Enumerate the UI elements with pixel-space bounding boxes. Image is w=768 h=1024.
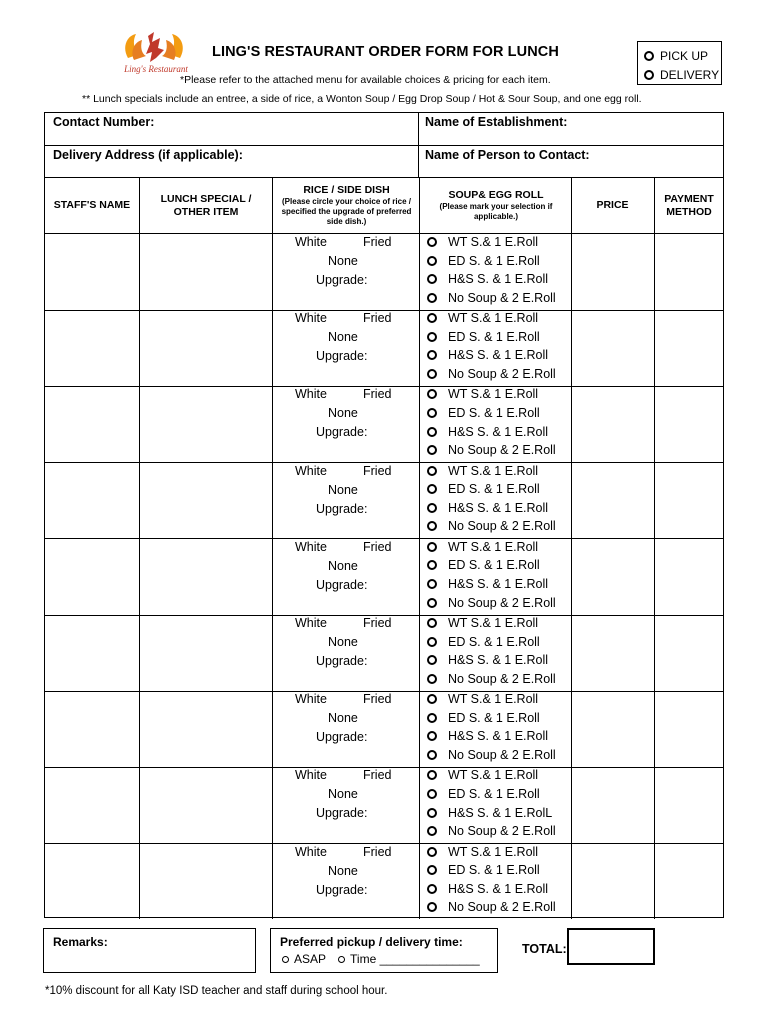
- lunch-item-cell[interactable]: [140, 844, 272, 920]
- soup-option[interactable]: [427, 692, 538, 706]
- contact-number-label: Contact Number:: [53, 115, 155, 129]
- rice-upgrade-label: Upgrade:: [316, 730, 368, 745]
- soup-option[interactable]: [427, 653, 548, 667]
- payment-cell[interactable]: [655, 691, 723, 767]
- soup-option-label: WT S.& 1 E.Roll: [448, 692, 539, 707]
- soup-option[interactable]: [427, 900, 556, 914]
- soup-option-label: WT S.& 1 E.Roll: [448, 539, 539, 554]
- radio-circle-icon[interactable]: [427, 579, 437, 589]
- payment-cell[interactable]: [655, 767, 723, 843]
- soup-option-label: H&S S. & 1 E.RolL: [448, 805, 553, 820]
- soup-option-label: No Soup & 2 E.Roll: [448, 824, 556, 839]
- price-cell[interactable]: [572, 463, 654, 539]
- rice-upgrade-label: Upgrade:: [316, 273, 368, 287]
- soup-option[interactable]: [427, 519, 556, 533]
- rice-fried-option[interactable]: Fried: [363, 844, 392, 859]
- soup-option[interactable]: [427, 235, 538, 249]
- menu-note: *Please refer to the attached menu for available choices & pricing for each item.: [180, 74, 551, 86]
- soup-option-label: ED S. & 1 E.Roll: [448, 558, 540, 573]
- soup-option-label: H&S S. & 1 E.Roll: [448, 729, 549, 744]
- radio-circle-icon[interactable]: [427, 350, 437, 360]
- rice-fried-option[interactable]: Fried: [363, 235, 392, 249]
- lunch-special-header: LUNCH SPECIAL / OTHER ITEM: [160, 192, 252, 218]
- soup-option[interactable]: [427, 596, 556, 610]
- pickup-option[interactable]: [644, 49, 708, 63]
- order-form-table: [44, 112, 724, 918]
- soup-option-label: ED S. & 1 E.Roll: [448, 253, 540, 268]
- soup-option-label: WT S.& 1 E.Roll: [448, 616, 539, 630]
- rice-none-option[interactable]: None: [328, 787, 358, 802]
- soup-option[interactable]: [427, 425, 548, 439]
- soup-option-label: ED S. & 1 E.Roll: [448, 710, 540, 725]
- price-cell[interactable]: [572, 539, 654, 615]
- soup-option[interactable]: [427, 482, 540, 496]
- soup-option-label: ED S. & 1 E.Roll: [448, 863, 540, 878]
- radio-circle-icon[interactable]: [644, 51, 654, 61]
- soup-option[interactable]: [427, 711, 540, 725]
- delivery-option[interactable]: [644, 68, 719, 82]
- soup-option[interactable]: [427, 824, 556, 838]
- payment-method-header: PAYMENT METHOD: [664, 192, 714, 218]
- radio-circle-icon[interactable]: [427, 865, 437, 875]
- preferred-time-label: Preferred pickup / delivery time:: [280, 935, 463, 949]
- soup-option[interactable]: [427, 387, 538, 401]
- establishment-label: Name of Establishment:: [425, 115, 568, 129]
- soup-option[interactable]: [427, 672, 556, 686]
- rice-white-option[interactable]: White: [295, 692, 327, 707]
- staff-name-cell[interactable]: [45, 767, 139, 843]
- lunch-item-cell[interactable]: [140, 539, 272, 615]
- radio-circle-icon[interactable]: [427, 808, 437, 818]
- price-cell[interactable]: [572, 234, 654, 310]
- staff-name-cell[interactable]: [45, 615, 139, 691]
- rice-none-option[interactable]: None: [328, 330, 358, 345]
- soup-option-label: ED S. & 1 E.Roll: [448, 482, 540, 497]
- payment-cell[interactable]: [655, 844, 723, 920]
- soup-option[interactable]: [427, 768, 538, 782]
- radio-circle-icon[interactable]: [427, 826, 437, 836]
- soup-option[interactable]: [427, 748, 556, 762]
- soup-option[interactable]: [427, 501, 548, 515]
- payment-cell[interactable]: [655, 463, 723, 539]
- rice-upgrade-label: Upgrade:: [316, 806, 368, 821]
- radio-circle-icon[interactable]: [427, 369, 437, 379]
- soup-option-label: WT S.& 1 E.Roll: [448, 768, 539, 783]
- payment-cell[interactable]: [655, 615, 723, 691]
- soup-option-label: No Soup & 2 E.Roll: [448, 443, 556, 458]
- remarks-box[interactable]: [43, 928, 256, 973]
- radio-circle-icon[interactable]: [427, 237, 437, 247]
- lunch-item-cell[interactable]: [140, 310, 272, 386]
- service-type-box: [637, 41, 722, 85]
- radio-circle-icon[interactable]: [427, 789, 437, 799]
- price-cell[interactable]: [572, 691, 654, 767]
- staff-name-cell[interactable]: [45, 310, 139, 386]
- soup-option[interactable]: [427, 729, 548, 743]
- radio-circle-icon[interactable]: [427, 503, 437, 513]
- rice-fried-option[interactable]: Fried: [363, 768, 392, 783]
- soup-option[interactable]: [427, 635, 540, 649]
- rice-white-option[interactable]: White: [295, 844, 327, 859]
- soup-option[interactable]: [427, 272, 548, 286]
- remarks-label: Remarks:: [53, 935, 108, 949]
- soup-option-label: ED S. & 1 E.Roll: [448, 787, 540, 801]
- soup-option-label: WT S.& 1 E.Roll: [448, 844, 539, 859]
- price-cell[interactable]: [572, 767, 654, 843]
- delivery-label: DELIVERY: [660, 68, 720, 82]
- rice-white-option[interactable]: White: [295, 235, 327, 249]
- lunch-item-cell[interactable]: [140, 386, 272, 462]
- soup-option[interactable]: [427, 577, 548, 591]
- rice-white-option[interactable]: White: [295, 539, 327, 554]
- soup-option-label: H&S S. & 1 E.Roll: [448, 424, 549, 439]
- lunch-item-cell[interactable]: [140, 767, 272, 843]
- staff-name-cell[interactable]: [45, 386, 139, 462]
- soup-option[interactable]: [427, 863, 540, 877]
- rice-fried-option[interactable]: Fried: [363, 311, 392, 326]
- radio-circle-icon[interactable]: [427, 293, 437, 303]
- soup-option-label: H&S S. & 1 E.Roll: [448, 653, 549, 668]
- rice-fried-option[interactable]: Fried: [363, 616, 392, 630]
- rice-none-option[interactable]: None: [328, 863, 358, 878]
- total-field[interactable]: [567, 928, 655, 965]
- time-option[interactable]: Time _______________: [350, 952, 480, 966]
- soup-option[interactable]: [427, 443, 556, 457]
- radio-circle-icon[interactable]: [427, 274, 437, 284]
- lunch-item-cell[interactable]: [140, 691, 272, 767]
- soup-option-label: WT S.& 1 E.Roll: [448, 311, 539, 326]
- radio-circle-icon[interactable]: [427, 408, 437, 418]
- person-to-contact-label: Name of Person to Contact:: [425, 148, 590, 162]
- lunch-special-note: ** Lunch specials include an entree, a side of rice, a Wonton Soup / Egg Drop Soup / Hot & Sour Soup, and one egg roll.: [82, 93, 642, 105]
- soup-option-label: H&S S. & 1 E.Roll: [448, 577, 549, 591]
- radio-circle-icon[interactable]: [427, 466, 437, 476]
- radio-circle-icon[interactable]: [427, 713, 437, 723]
- soup-eggroll-header: SOUP& EGG ROLL (Please mark your selection if applicable.): [439, 189, 553, 221]
- rice-white-option[interactable]: White: [295, 311, 327, 326]
- soup-option-label: H&S S. & 1 E.Roll: [448, 272, 549, 287]
- soup-option[interactable]: [427, 330, 540, 344]
- soup-option[interactable]: [427, 616, 538, 630]
- price-cell[interactable]: [572, 844, 654, 920]
- total-label: TOTAL:: [522, 942, 567, 956]
- staff-name-cell[interactable]: [45, 539, 139, 615]
- radio-circle-icon[interactable]: [427, 484, 437, 494]
- page-title: LING'S RESTAURANT ORDER FORM FOR LUNCH: [212, 44, 559, 60]
- radio-circle-icon[interactable]: [427, 542, 437, 552]
- preferred-time-options: [282, 952, 480, 966]
- soup-option-label: H&S S. & 1 E.Roll: [448, 881, 549, 896]
- soup-option[interactable]: [427, 558, 540, 572]
- payment-cell[interactable]: [655, 386, 723, 462]
- radio-circle-icon[interactable]: [427, 521, 437, 531]
- soup-option-label: ED S. & 1 E.Roll: [448, 634, 540, 649]
- payment-cell[interactable]: [655, 310, 723, 386]
- radio-circle-icon[interactable]: [427, 637, 437, 647]
- soup-option-label: No Soup & 2 E.Roll: [448, 519, 556, 534]
- soup-option[interactable]: [427, 348, 548, 362]
- rice-upgrade-label: Upgrade:: [316, 654, 368, 668]
- radio-circle-icon[interactable]: [427, 884, 437, 894]
- radio-circle-icon[interactable]: [427, 445, 437, 455]
- price-cell[interactable]: [572, 386, 654, 462]
- rice-white-option[interactable]: White: [295, 387, 327, 402]
- staff-name-cell[interactable]: [45, 844, 139, 920]
- soup-option[interactable]: [427, 311, 538, 325]
- radio-circle-icon[interactable]: [282, 956, 289, 963]
- soup-option-label: No Soup & 2 E.Roll: [448, 367, 556, 381]
- radio-circle-icon[interactable]: [427, 731, 437, 741]
- radio-circle-icon[interactable]: [427, 427, 437, 437]
- rice-none-option[interactable]: None: [328, 558, 358, 573]
- rice-fried-option[interactable]: Fried: [363, 539, 392, 554]
- payment-cell[interactable]: [655, 234, 723, 310]
- staff-name-cell[interactable]: [45, 691, 139, 767]
- rice-fried-option[interactable]: Fried: [363, 692, 392, 707]
- price-header: PRICE: [596, 199, 629, 211]
- rice-upgrade-label: Upgrade:: [316, 349, 368, 364]
- radio-circle-icon[interactable]: [427, 618, 437, 628]
- radio-circle-icon[interactable]: [427, 332, 437, 342]
- soup-option[interactable]: [427, 882, 548, 896]
- asap-option[interactable]: ASAP: [294, 952, 327, 966]
- pickup-label: PICK UP: [660, 49, 709, 63]
- logo-caption: Ling's Restaurant: [124, 64, 188, 74]
- discount-note: *10% discount for all Katy ISD teacher and staff during school hour.: [45, 985, 388, 997]
- price-cell[interactable]: [572, 310, 654, 386]
- rice-none-option[interactable]: None: [328, 482, 358, 497]
- soup-option-label: No Soup & 2 E.Roll: [448, 595, 556, 610]
- radio-circle-icon[interactable]: [427, 655, 437, 665]
- rice-white-option[interactable]: White: [295, 768, 327, 783]
- radio-circle-icon[interactable]: [427, 389, 437, 399]
- rice-upgrade-label: Upgrade:: [316, 425, 368, 440]
- rice-upgrade-label: Upgrade:: [316, 501, 368, 516]
- staff-name-cell[interactable]: [45, 234, 139, 310]
- soup-option[interactable]: [427, 464, 538, 478]
- soup-option-label: No Soup & 2 E.Roll: [448, 290, 556, 305]
- soup-option[interactable]: [427, 291, 556, 305]
- soup-option-label: WT S.& 1 E.Roll: [448, 463, 539, 478]
- soup-option[interactable]: [427, 806, 552, 820]
- rice-none-option[interactable]: None: [328, 406, 358, 421]
- rice-white-option[interactable]: White: [295, 616, 327, 630]
- staff-name-cell[interactable]: [45, 463, 139, 539]
- soup-option-label: WT S.& 1 E.Roll: [448, 235, 539, 249]
- lunch-item-cell[interactable]: [140, 615, 272, 691]
- staff-name-header: STAFF'S NAME: [53, 199, 131, 211]
- soup-option-label: No Soup & 2 E.Roll: [448, 900, 556, 915]
- soup-option[interactable]: [427, 845, 538, 859]
- rice-none-option[interactable]: None: [328, 711, 358, 726]
- rice-upgrade-label: Upgrade:: [316, 577, 368, 592]
- radio-circle-icon[interactable]: [427, 560, 437, 570]
- radio-circle-icon[interactable]: [338, 956, 345, 963]
- radio-circle-icon[interactable]: [427, 694, 437, 704]
- soup-option-label: WT S.& 1 E.Roll: [448, 387, 539, 402]
- soup-option-label: ED S. & 1 E.Roll: [448, 329, 540, 344]
- radio-circle-icon[interactable]: [427, 256, 437, 266]
- soup-option[interactable]: [427, 406, 540, 420]
- soup-option[interactable]: [427, 787, 540, 801]
- radio-circle-icon[interactable]: [427, 847, 437, 857]
- soup-option-label: No Soup & 2 E.Roll: [448, 748, 556, 762]
- radio-circle-icon[interactable]: [427, 313, 437, 323]
- radio-circle-icon[interactable]: [427, 598, 437, 608]
- payment-cell[interactable]: [655, 539, 723, 615]
- lunch-item-cell[interactable]: [140, 463, 272, 539]
- soup-option-label: H&S S. & 1 E.Roll: [448, 500, 549, 515]
- radio-circle-icon[interactable]: [427, 902, 437, 912]
- delivery-address-label: Delivery Address (if applicable):: [53, 148, 243, 162]
- soup-option-label: ED S. & 1 E.Roll: [448, 406, 540, 420]
- rice-none-option[interactable]: None: [328, 635, 358, 649]
- rice-none-option[interactable]: None: [328, 254, 358, 268]
- preferred-time-box: [270, 928, 498, 973]
- rice-upgrade-label: Upgrade:: [316, 882, 368, 897]
- soup-option[interactable]: [427, 367, 556, 381]
- rice-white-option[interactable]: White: [295, 463, 327, 478]
- radio-circle-icon[interactable]: [644, 70, 654, 80]
- price-cell[interactable]: [572, 615, 654, 691]
- soup-option-label: No Soup & 2 E.Roll: [448, 671, 556, 686]
- lunch-item-cell[interactable]: [140, 234, 272, 310]
- rice-side-header: RICE / SIDE DISH (Please circle your choice of rice / specified the upgrade of preferred side dish.): [281, 184, 412, 226]
- soup-option[interactable]: [427, 540, 538, 554]
- radio-circle-icon[interactable]: [427, 674, 437, 684]
- radio-circle-icon[interactable]: [427, 770, 437, 780]
- soup-option-label: H&S S. & 1 E.Roll: [448, 348, 549, 363]
- radio-circle-icon[interactable]: [427, 750, 437, 760]
- rice-fried-option[interactable]: Fried: [363, 387, 392, 402]
- soup-option[interactable]: [427, 254, 540, 268]
- rice-fried-option[interactable]: Fried: [363, 463, 392, 478]
